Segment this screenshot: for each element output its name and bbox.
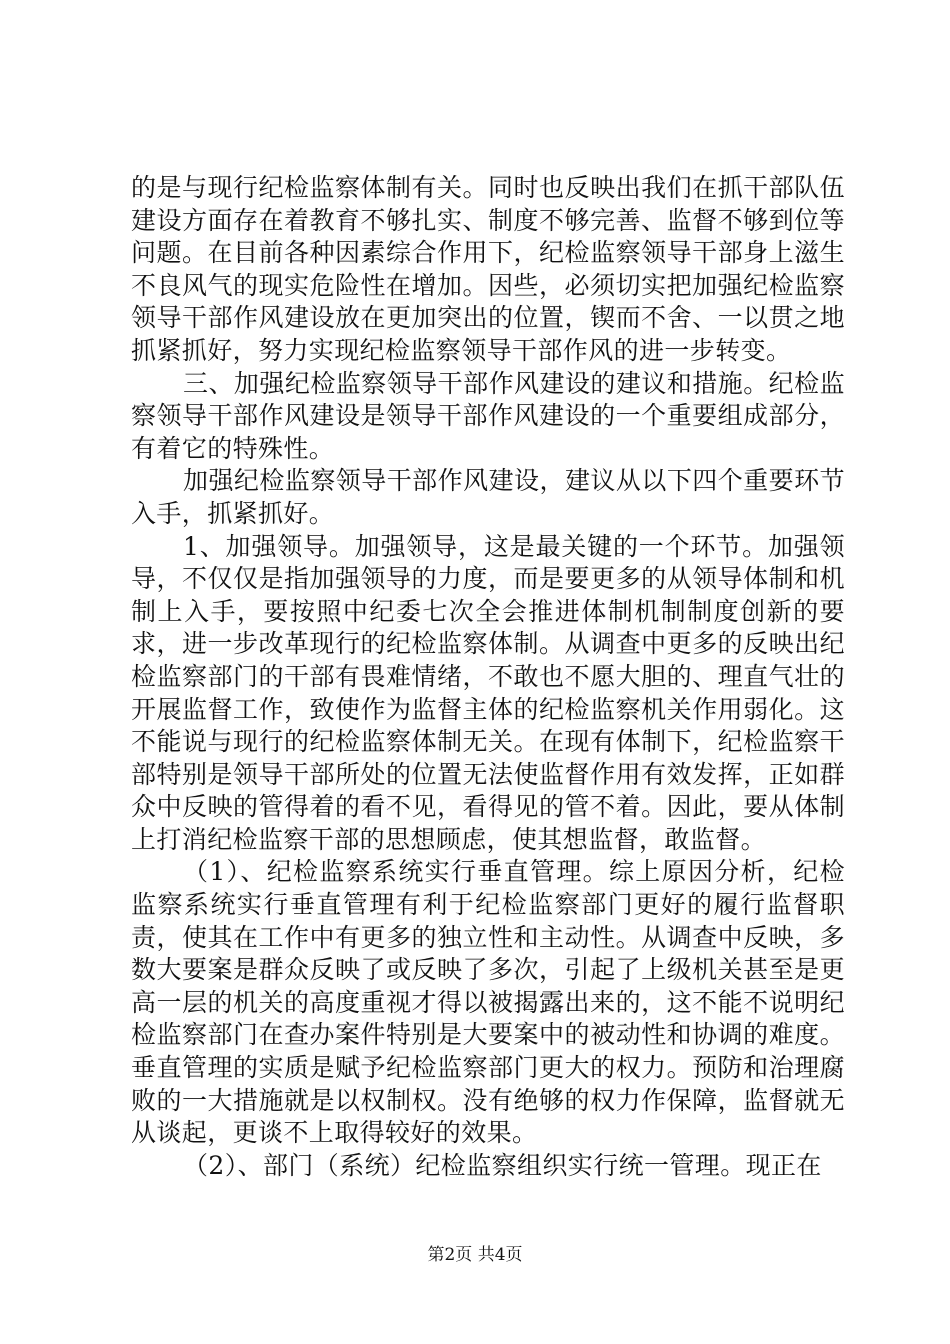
paragraph-1: 的是与现行纪检监察体制有关。同时也反映出我们在抓干部队伍建设方面存在着教育不够扎实、制度不够完善、监督不够到位等问题。在目前各种因素综合作用下，纪检监察领导干部身上滋生不良风气的现实危险性在增加。因些，必须切实把加强纪检监察领导干部作风建设放在更加突出的位置，锲而不舍、一以贯之地抓紧抓好，努力实现纪检监察领导干部作风的进一步转变。 xyxy=(131,173,845,365)
paragraph-2: 三、加强纪检监察领导干部作风建设的建议和措施。纪检监察领导干部作风建设是领导干部作风建设的一个重要组成部分，有着它的特殊性。 xyxy=(131,368,845,463)
paragraph-5: （1）、纪检监察系统实行垂直管理。综上原因分析，纪检监察系统实行垂直管理有利于纪检监察部门更好的履行监督职责，使其在工作中有更多的独立性和主动性。从调查中反映，多数大要案是群众反映了或反映了多次，引起了上级机关甚至是更高一层的机关的高度重视才得以被揭露出来的，这不能不说明纪检监察部门在查办案件特别是大要案中的被动性和协调的难度。垂直管理的实质是赋予纪检监察部门更大的权力。预防和治理腐败的一大措施就是以权制权。没有绝够的权力作保障，监督就无从谈起，更谈不上取得较好的效果。 xyxy=(131,857,845,1148)
paragraph-4: 1、加强领导。加强领导，这是最关键的一个环节。加强领导，不仅仅是指加强领导的力度，而是要更多的从领导体制和机制上入手，要按照中纪委七次全会推进体制机制制度创新的要求，进一步改革现行的纪检监察体制。从调查中更多的反映出纪检监察部门的干部有畏难情绪，不敢也不愿大胆的、理直气壮的开展监督工作，致使作为监督主体的纪检监察机关作用弱化。这不能说与现行的纪检监察体制无关。在现有体制下，纪检监察干部特别是领导干部所处的位置无法使监督作用有效发挥，正如群众中反映的管得着的看不见，看得见的管不着。因此，要从体制上打消纪检监察干部的思想顾虑，使其想监督，敢监督。 xyxy=(131,531,845,854)
paragraph-6: （2）、部门（系统）纪检监察组织实行统一管理。现正在 xyxy=(183,1150,822,1180)
paragraph-3: 加强纪检监察领导干部作风建设，建议从以下四个重要环节入手，抓紧抓好。 xyxy=(131,466,845,528)
document-body xyxy=(131,172,845,1182)
page-number-footer: 第2页 共4页 xyxy=(427,1245,523,1265)
